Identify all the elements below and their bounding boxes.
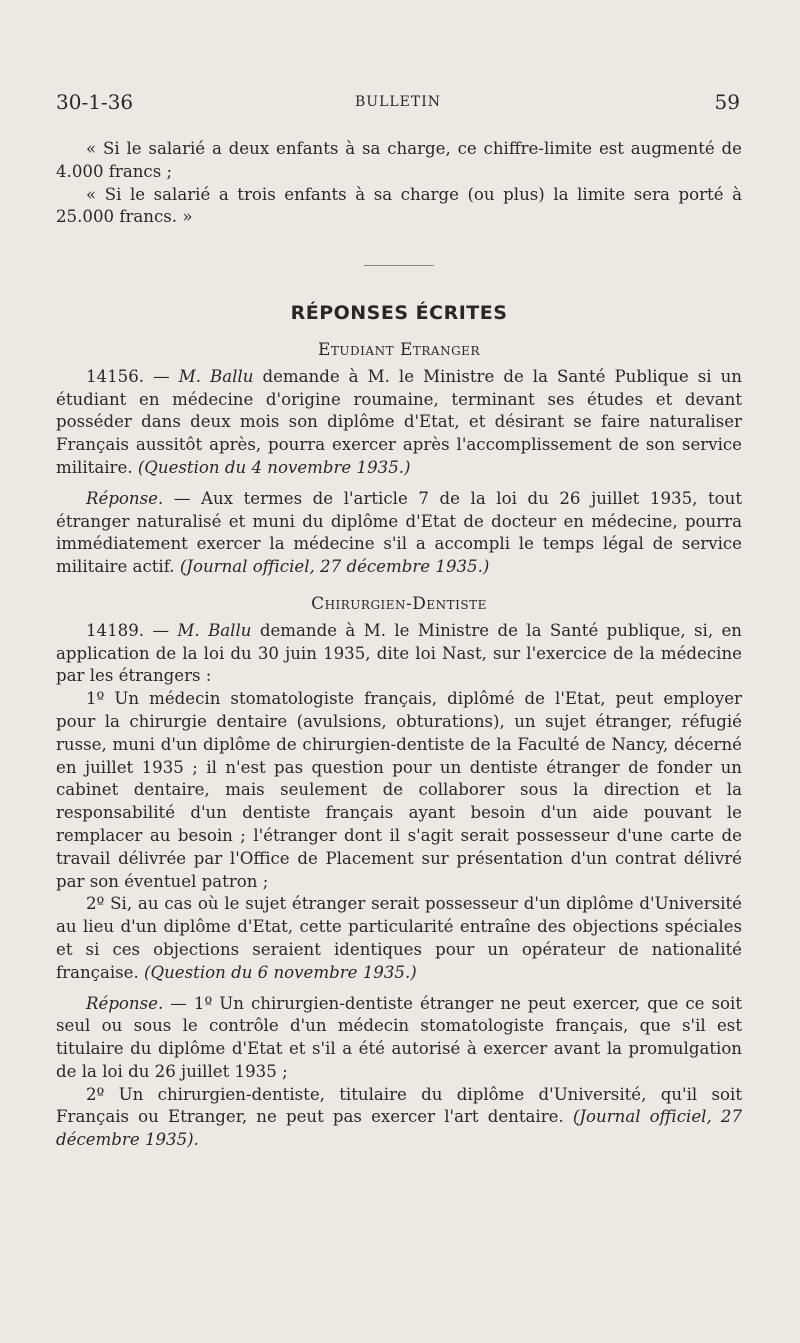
question-1-dash: — xyxy=(144,366,179,386)
answer-2-label: Réponse. xyxy=(86,993,164,1013)
answer-1 xyxy=(56,488,742,579)
answer-1-body: — Aux termes de l'article 7 de la loi du 26 juillet 1935, tout étranger naturalisé et muni du diplôme d'Etat de docteur en médecine, pourra immédiatement exercer la médecine s'il a accompli le temps légal de service militaire actif. xyxy=(56,488,742,577)
question-1-heading: Etudiant Etranger xyxy=(318,339,480,360)
question-2-citation: (Question du 6 novembre 1935.) xyxy=(144,962,417,982)
running-header xyxy=(56,90,740,120)
section-title: RÉPONSES ÉCRITES xyxy=(290,302,508,325)
question-2-point-2-body: 2º Si, au cas où le sujet étranger serait possesseur d'un diplôme d'Université au lieu d'un diplôme d'Etat, cette particularité entraîne des objections spéciales et si ces objections seraient identiques pour un opérateur de nationalité française. xyxy=(56,894,742,982)
answer-2-point-1: — 1º Un chirurgien-dentiste étranger ne peut exercer, que ce soit seul ou sous le contrôle d'un médecin stomatologiste français, que s'il est titulaire du diplôme d'Etat et s'il a été autorisé à exercer avant la promulgation de la loi du 26 juillet 1935 ; xyxy=(56,993,742,1081)
question-2-point-1: 1º Un médecin stomatologiste français, diplômé de l'Etat, peut employer pour la chirurgie dentaire (avulsions, obturations), un sujet étranger, réfugié russe, muni d'un diplôme de chirurgien-dentiste de la Faculté de Nancy, décerné en juillet 1935 ; il n'est pas question pour un dentiste étranger de fonder un cabinet dentaire, mais seulement de collaborer sous la direction et la responsabilité d'un dentiste français ayant besoin d'un aide pouvant le remplacer au besoin ; l'étranger dont il s'agit serait possesseur d'une carte de travail délivrée par l'Office de Placement sur présentation d'un contrat délivré par son éventuel patron ; xyxy=(56,689,742,891)
page-body xyxy=(56,138,742,1152)
question-2-dash: — xyxy=(144,620,178,640)
question-1-citation: (Question du 4 novembre 1935.) xyxy=(137,457,411,477)
question-1-number: 14156. xyxy=(86,366,145,386)
intro-paragraph-1: « Si le salarié a deux enfants à sa charge, ce chiffre-limite est augmenté de 4.000 francs ; xyxy=(56,139,742,181)
question-2-heading: Chirurgien-Dentiste xyxy=(311,593,487,614)
question-2-number: 14189. xyxy=(86,620,145,640)
answer-2-source: (Journal officiel, 27 décembre 1935). xyxy=(56,1107,743,1150)
question-2-point-2 xyxy=(56,893,742,984)
answer-1-source: (Journal officiel, 27 décembre 1935.) xyxy=(179,557,490,577)
answer-2-point-2-para xyxy=(56,1084,742,1152)
answer-1-label: Réponse. xyxy=(86,488,164,508)
question-2-text xyxy=(56,620,742,688)
page-number: 59 xyxy=(714,90,740,114)
intro-paragraph-2: « Si le salarié a trois enfants à sa charge (ou plus) la limite sera porté à 25.000 francs. » xyxy=(56,184,742,227)
question-1-deputy: M. Ballu xyxy=(178,366,254,386)
answer-2-point-2: 2º Un chirurgien-dentiste, titulaire du diplôme d'Université, qu'il soit Français ou Etranger, ne peut pas exercer l'art dentaire. xyxy=(56,1084,742,1127)
header-date: 30-1-36 xyxy=(56,90,134,114)
header-title: BULLETIN xyxy=(354,94,442,110)
question-1-body: demande à M. le Ministre de la Santé Publique si un étudiant en médecine d'origine roumaine, terminant ses études et devant posséder dans deux mois son diplôme d'Etat, et désirant se faire naturaliser Français aussitôt après, pourra exercer après l'accomplissement de son service militaire. xyxy=(56,366,742,477)
question-2-body: demande à M. le Ministre de la Santé publique, si, en application de la loi du 30 juin 1935, dite loi Nast, sur l'exercice de la médecine par les étrangers : xyxy=(56,620,742,686)
separator-rule xyxy=(364,265,434,266)
question-2-deputy: M. Ballu xyxy=(177,620,252,640)
question-1-text xyxy=(56,366,742,480)
answer-2 xyxy=(56,993,742,1084)
